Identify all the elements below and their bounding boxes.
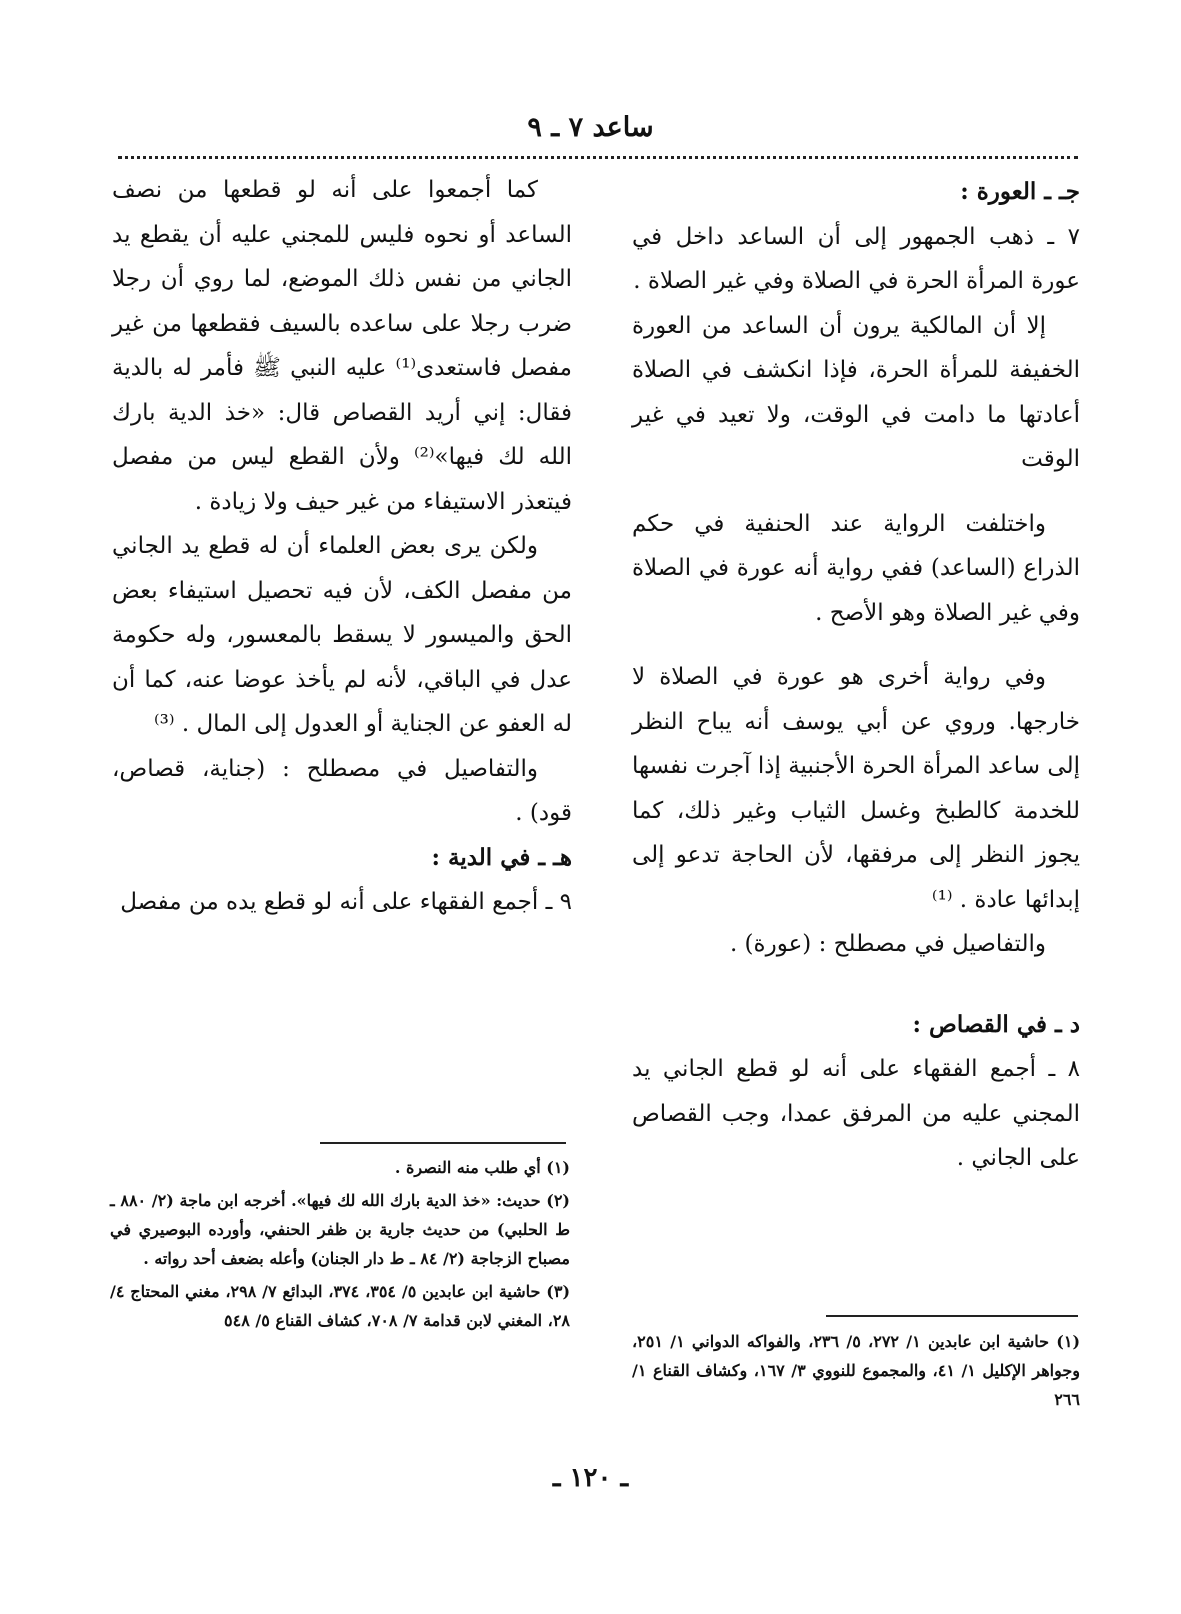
left-column (112, 168, 572, 925)
paragraph-ijmaa: كما أجمعوا على أنه لو قطعها من نصف الساعد أو نحوه فليس للمجني عليه أن يقطع يد الجاني من نفس ذلك الموضع، لما روي أن رجلا ضرب رجلا على ساعده بالسيف فقطعها من غير مفصل فاستعدى⁽¹⁾ عليه النبي ﷺ فأمر له بالدية فقال: إني أريد القصاص قال: «خذ الدية بارك الله لك فيها»⁽²⁾ ولأن القطع ليس من مفصل فيتعذر الاستيفاء من غير حيف ولا زيادة . (112, 177, 572, 515)
paragraph-riwaya: وفي رواية أخرى هو عورة في الصلاة لا خارجها. وروي عن أبي يوسف أنه يباح النظر إلى ساعد المرأة الحرة الأجنبية إذا آجرت نفسها للخدمة كالطبخ وغسل الثياب وغير ذلك، كما يجوز النظر إلى مرفقها، لأن الحاجة تدعو إلى إبدائها عادة . ⁽¹⁾ (632, 664, 1080, 913)
footnotes-right (632, 1327, 1080, 1418)
paragraph-9: ٩ ـ أجمع الفقهاء على أنه لو قطع يده من مفصل (120, 889, 572, 915)
paragraph-7: ٧ ـ ذهب الجمهور إلى أن الساعد داخل في عورة المرأة الحرة في الصلاة وفي غير الصلاة . (632, 223, 1080, 294)
paragraph-hanafiya: واختلفت الرواية عند الحنفية في حكم الذراع (الساعد) ففي رواية أنه عورة في الصلاة وفي غير الصلاة وهو الأصح . (632, 510, 1080, 626)
footnote-2-left: (٢) حديث: «خذ الدية بارك الله لك فيها». أخرجه ابن ماجة (٢/ ٨٨٠ ـ ط الحلبي) من حديث جارية بن ظفر الحنفي، وأورده البوصيري في مصباح الزجاجة (٢/ ٨٤ ـ ط دار الجنان) وأعله بضعف أحد رواته . (110, 1191, 571, 1268)
section-heading-awra: جـ ـ العورة : (960, 178, 1080, 205)
footnote-1-right: (١) حاشية ابن عابدين ١/ ٢٧٢، ٥/ ٢٣٦، والفواكه الدواني ١/ ٢٥١، وجواهر الإكليل ١/ ٤١، والمجموع للنووي ٣/ ١٦٧، وكشاف القناع ١/ ٢٦٦ (632, 1332, 1081, 1409)
footnote-separator-right (826, 1315, 1078, 1317)
footnote-1-left: (١) أي طلب منه النصرة . (394, 1158, 570, 1177)
footnote-separator-left (320, 1142, 566, 1144)
paragraph-tafasil-awra: والتفاصيل في مصطلح : (عورة) . (729, 931, 1046, 957)
section-heading-qisas: د ـ في القصاص : (912, 1010, 1080, 1038)
page-number: ـ ١٢٠ ـ (552, 1463, 629, 1493)
paragraph-malikiya: إلا أن المالكية يرون أن الساعد من العورة الخفيفة للمرأة الحرة، فإذا انكشف في الصلاة أعادتها ما دامت في الوقت، ولا تعيد في غير الوقت (632, 312, 1080, 472)
section-heading-diya: هـ ـ في الدية : (431, 843, 572, 871)
paragraph-tafasil-qisas: والتفاصيل في مصطلح : (جناية، قصاص، قود) . (112, 755, 572, 826)
right-column (632, 170, 1080, 1181)
footnote-3-left: (٣) حاشية ابن عابدين ٥/ ٣٥٤، ٣٧٤، البدائع ٧/ ٢٩٨، مغني المحتاج ٤/ ٢٨، المغني لابن قدامة ٧/ ٧٠٨، كشاف القناع ٥/ ٥٤٨ (110, 1282, 571, 1330)
header-dotted-divider (118, 156, 1078, 159)
running-header: ساعد ٧ ـ ٩ (527, 112, 654, 143)
footnotes-left (110, 1153, 570, 1339)
paragraph-lakin: ولكن يرى بعض العلماء أن له قطع يد الجاني من مفصل الكف، لأن فيه تحصيل استيفاء بعض الحق والميسور لا يسقط بالمعسور، وله حكومة عدل في الباقي، لأنه لم يأخذ عوضا عنه، كما أن له العفو عن الجناية أو العدول إلى المال . ⁽³⁾ (112, 533, 572, 737)
paragraph-8: ٨ ـ أجمع الفقهاء على أنه لو قطع الجاني يد المجني عليه من المرفق عمدا، وجب القصاص على الجاني . (632, 1056, 1080, 1171)
